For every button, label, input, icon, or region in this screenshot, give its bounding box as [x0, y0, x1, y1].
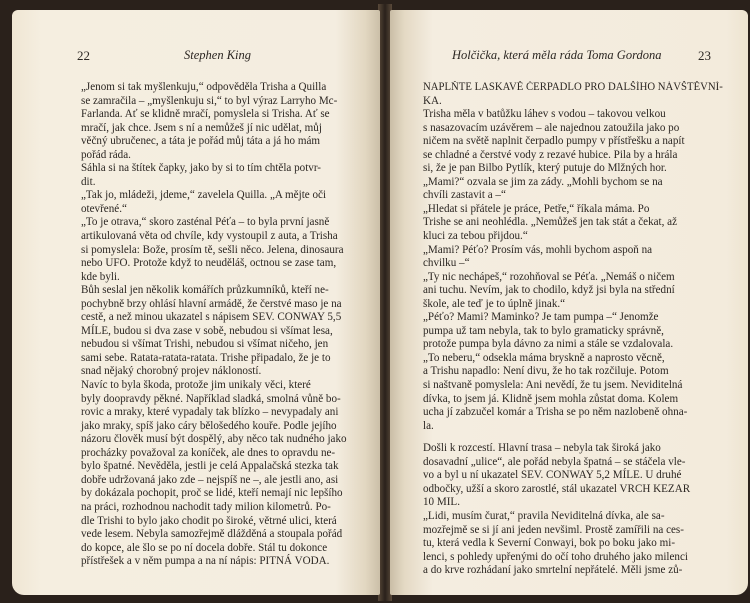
text-line: Trisha měla v batůžku láhev s vodou – takovou velkou [423, 108, 666, 121]
text-line: si, že je pan Bilbo Pytlík, který putuje do Mlžných hor. [423, 162, 667, 175]
text-line: MÍLE, budou si dva zase v sobě, nebudou si všímat lesa, [81, 324, 333, 337]
text-line: sami sebe. Ratata-ratata-ratata. Trishe připadalo, že je to [81, 351, 331, 364]
text-line: dle Trishi to bylo jako chodit po široké, větrné ulici, která [81, 514, 337, 527]
text-line: škole, ale teď je to úplně jinak.“ [423, 297, 566, 310]
text-line: „To neberu,“ odsekla máma bryskně a naprosto věcně, [423, 351, 665, 364]
text-line: do kopce, ale šlo se po ní docela dobře. Stál tu dokonce [81, 541, 328, 554]
text-line: Farlanda. Ať se klidně mračí, pomyslela si Trisha. Ať se [81, 108, 330, 121]
text-line: dobře udržovaná jako zde – nejspíš ne –, ale jestli ano, asi [81, 473, 339, 486]
text-line: „To je otrava,“ skoro zasténal Péťa – to byla první jasně [81, 216, 330, 229]
text-line: 10 MIL. [423, 496, 460, 509]
text-line: vede lesem. Nebyla samozřejmě dlážděná a stoupala pořád [81, 528, 343, 541]
text-line: „Péťo? Mami? Maminko? Je tam pumpa –“ Jenomže [423, 311, 659, 324]
text-line: rovic a mraky, které vypadaly tak blízko – nevypadaly ani [81, 406, 339, 419]
text-line: by dokázala pochopit, proč se lidé, kteří nemají nic lepšího [81, 487, 343, 500]
right-page-number: 23 [698, 48, 711, 63]
text-line: dit. [81, 175, 96, 188]
text-line: a do krve rozhádaní jako smrtelní nepřátelé. Měli jsme zů- [423, 564, 683, 577]
text-line: názoru člověk musí být dospělý, aby něco tak nudného jako [81, 433, 347, 446]
text-line: „Lidi, musím čurat,“ pravila Neviditelná dívka, ale sa- [423, 509, 665, 522]
text-line: protože pumpa byla dávno za nimi a stále se vzdalovala. [423, 338, 674, 351]
text-line: a Trishu napadlo: Není divu, že ho tak rozčiluje. Potom [423, 365, 669, 378]
text-line: lenci, s pohledy upřenými do očí toho druhého jako milenci [423, 550, 688, 563]
text-line: byly doopravdy pěkné. Například sladká, smolná vůně bo- [81, 392, 341, 405]
text-line: věčný ubručenec, a táta je pořád můj táta a já ho mám [81, 135, 321, 148]
text-line: odbočky, užší a skoro zarostlé, stál ukazatel VRCH KEZAR [423, 482, 691, 495]
left-running-head: Stephen King [184, 48, 252, 62]
right-page [390, 10, 748, 595]
text-line: si naštvaně pomyslela: Ani nevědí, že tu jsem. Neviditelná [423, 379, 683, 392]
text-line: Sáhla si na štítek čapky, jako by si to tím chtěla potvr- [81, 162, 321, 175]
text-line: pumpa už tam nebyla, tak to bylo gramaticky správně, [423, 324, 664, 337]
text-line: Trishe se ani neohlédla. „Nemůžeš jen tak stát a čekat, až [423, 216, 678, 229]
text-line: se zamračila – „myšlenkuju si,“ to byl výraz Larryho Mc- [81, 94, 338, 107]
text-line: nebudou si všímat Trishi, nebudou si všímat ničeho, jen [81, 338, 329, 351]
right-page-body [423, 81, 723, 578]
text-line: „Jenom si tak myšlenkuju,“ odpověděla Trisha a Quilla [81, 81, 327, 93]
text-line: bylo špatné. Nevěděla, jestli je celá Appalačská stezka tak [81, 460, 339, 473]
text-line: mozřejmě se si jí ani jeden nevšiml. Prostě zamířili na ces- [423, 523, 684, 536]
text-line: chvíli zastavit a –“ [423, 189, 506, 202]
text-line: nebo UFO. Protože když to neuděláš, octnou se zase tam, [81, 257, 337, 270]
text-line: mračí, jak chce. Jsem s ní a nemůžeš jí nic udělat, můj [81, 121, 322, 134]
text-line: ničem na světě naplnit čerpadlo pumpy v přístřešku a napít [423, 135, 685, 148]
text-line: ucha jí zabzučel komár a Trisha se po něm nazlobeně ohna- [423, 406, 688, 419]
left-page [12, 10, 380, 595]
text-line: dívka, to jsem já. Klidně jsem mohla zůstat doma. Kolem [423, 392, 679, 405]
text-line: na práci, rozhodnou nachodit tady milion kilometrů. Po- [81, 500, 331, 513]
text-line: jako mraky, spíš jako cáry bělošedého kouře. Podle jejího [81, 419, 337, 432]
text-line: pochybně brzy ohlásí hlavní armádě, že čerstvé maso je na [81, 297, 342, 310]
text-line: přístřešek a v něm pumpa a na ní nápis: PITNÁ VODA. [81, 555, 330, 568]
text-line: Navíc to byla škoda, protože jim unikaly věci, které [81, 379, 311, 392]
text-line: tu, která vedla k Severní Conwayi, bok po boku jako mi- [423, 537, 676, 550]
text-line: „Tak jo, mládeži, jdeme,“ zavelela Quilla. „A mějte oči [81, 189, 327, 202]
text-line: cestě, a než minou ukazatel s nápisem SEV. CONWAY 5,5 [81, 311, 342, 324]
left-page-body [81, 81, 371, 569]
text-line: vo a byl u ní ukazatel SEV. CONWAY 5,2 MÍLE. U druhé [423, 469, 682, 482]
text-line: ani tuchu. Nevím, jak to chodilo, když jsi byla na střední [423, 284, 675, 297]
text-line: Došli k rozcestí. Hlavní trasa – nebyla tak široká jako [423, 442, 661, 455]
text-line: NAPLŇTE LASKAVĚ ČERPADLO PRO DALŠÍHO NÁVŠTĚVNÍ- [423, 81, 723, 93]
text-line: kde byli. [81, 270, 120, 283]
text-line: „Mami?“ ozvala se jim za zády. „Mohli bychom se na [423, 175, 663, 188]
text-line: „Hledat si přátele je práce, Petře,“ říkala máma. Po [423, 202, 650, 215]
text-line: kluci za tebou přijdou.“ [423, 230, 528, 243]
right-running-head: Holčička, která měla ráda Toma Gordona [452, 48, 662, 62]
text-line: la. [423, 419, 434, 432]
text-line: „Mami? Péťo? Prosím vás, mohli bychom aspoň na [423, 243, 653, 256]
text-line: snad nějaký chorobný projev nákloností. [81, 365, 262, 378]
left-page-number: 22 [77, 48, 90, 63]
text-line: otevřené.“ [81, 202, 127, 215]
text-line: s nasazovacím uzávěrem – ale najednou zatoužila jako po [423, 121, 680, 134]
text-line: procházky považoval za koníček, ale dnes to opravdu ne- [81, 446, 336, 459]
text-line: dosavadní „ulice“, ale pořád nebyla špatná – se stáčela vle- [423, 455, 686, 468]
text-line: pořád ráda. [81, 148, 131, 161]
text-line: se chladné a čerstvé vody z rezavé hubice. Pila by a hrála [423, 148, 678, 161]
text-line: Bůh seslal jen několik komářích průzkumníků, kteří ne- [81, 284, 329, 297]
text-line: KA. [423, 94, 442, 107]
text-line: si pomyslela: Bože, prosím tě, sešli něco. Jelena, dinosaura [81, 243, 344, 256]
text-line: „Ty nic nechápeš,“ rozohňoval se Péťa. „Nemáš o ničem [423, 270, 675, 283]
text-line: chvilku –“ [423, 257, 470, 270]
text-line: artikulovaná věta od chvíle, kdy vystoupil z auta, a Trisha [81, 230, 338, 243]
